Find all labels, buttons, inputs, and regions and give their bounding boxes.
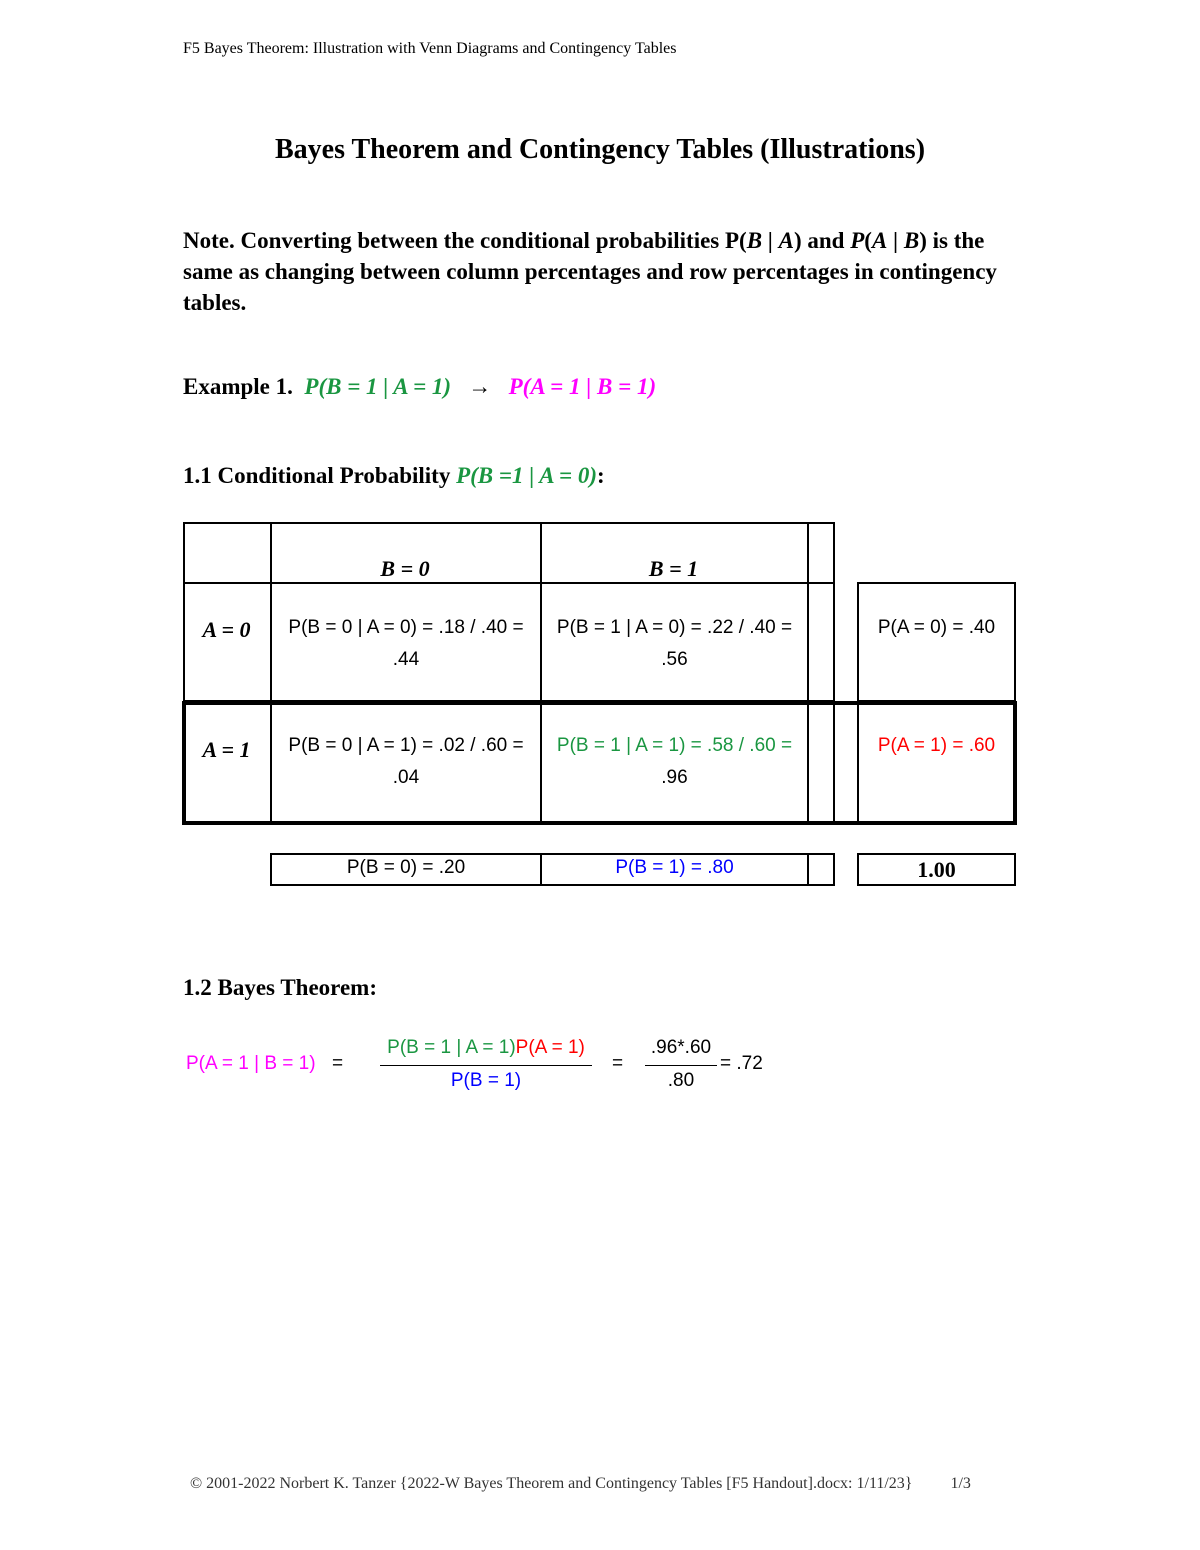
cell-a1-b0-line1: P(B = 0 | A = 1) = .02 / .60 = <box>288 735 524 756</box>
bayes-numeric-denominator: .80 <box>667 1070 695 1091</box>
note-bar2: | <box>887 228 904 253</box>
note-b1: B <box>746 228 763 253</box>
cell-b0-total: P(B = 0) = .20 <box>346 857 466 878</box>
note-text-4: ) is the same as changing between column percentages and row percentages in contingency tables. <box>183 228 997 315</box>
note-text-1: Converting between the conditional probabilities P( <box>234 228 747 253</box>
cell-a0-b1 <box>542 612 807 676</box>
cell-a1-b1-line1: P(B = 1 | A = 1) = .58 / .60 = <box>556 735 793 756</box>
page-footer <box>190 1475 971 1493</box>
bayes-lhs: P(A = 1 | B = 1) <box>186 1053 316 1074</box>
example-1-from: P(B = 1 | A = 1) <box>304 374 452 399</box>
note-a2: A <box>871 228 888 253</box>
cell-a1-total: P(A = 1) = .60 <box>877 735 996 756</box>
row-header-a1: A = 1 <box>202 737 251 762</box>
col-header-b1: B = 1 <box>648 556 699 581</box>
running-header: F5 Bayes Theorem: Illustration with Venn Diagrams and Contingency Tables <box>183 40 677 57</box>
arrow-icon: → <box>468 373 492 399</box>
row-header-a0: A = 0 <box>202 617 251 642</box>
col-header-b0: B = 0 <box>380 556 430 581</box>
cell-a0-b0-line2: .44 <box>392 649 420 670</box>
footer-text: © 2001-2022 Norbert K. Tanzer {2022-W Bayes Theorem and Contingency Tables [F5 Handout].docx: 1/11/23} <box>190 1475 913 1492</box>
example-1-label: Example 1. <box>183 374 293 399</box>
fraction-bar <box>645 1065 717 1066</box>
section-1-1-expr: P(B =1 | A = 0) <box>456 463 598 488</box>
cell-a1-b0-line2: .04 <box>392 767 420 788</box>
cell-a0-b1-line1: P(B = 1 | A = 0) = .22 / .40 = <box>556 617 793 638</box>
bayes-equals-2: = <box>612 1053 624 1074</box>
section-1-1-label: 1.1 Conditional Probability <box>183 463 451 488</box>
note-bar1: | <box>762 228 779 253</box>
table-divider <box>807 853 809 886</box>
page-title: Bayes Theorem and Contingency Tables (Illustrations) <box>274 134 926 165</box>
table-divider <box>183 582 835 584</box>
cell-a0-b1-line2: .56 <box>661 649 688 670</box>
bayes-numerator <box>380 1037 592 1059</box>
grand-total: 1.00 <box>917 857 956 882</box>
cell-a1-b1-line2: .96 <box>661 767 688 788</box>
note-p2: P <box>850 228 865 253</box>
cell-a0-total: P(A = 0) = .40 <box>877 617 996 638</box>
cell-a0-b0-line1: P(B = 0 | A = 0) = .18 / .40 = <box>288 617 524 638</box>
section-1-1-colon: : <box>597 463 605 488</box>
fraction-bar <box>380 1065 592 1066</box>
example-1-to: P(A = 1 | B = 1) <box>508 374 657 399</box>
note-label: Note. <box>183 228 235 253</box>
bayes-numeric-numerator: .96*.60 <box>650 1037 712 1058</box>
example-1-heading <box>183 373 656 400</box>
cell-a0-b0 <box>272 612 540 676</box>
note-text-3: ( <box>864 228 872 253</box>
bayes-denominator: P(B = 1) <box>450 1070 522 1091</box>
section-1-1-heading <box>183 463 605 489</box>
bayes-numerator-likelihood: P(B = 1 | A = 1) <box>387 1037 516 1058</box>
cell-a1-b0 <box>272 730 540 794</box>
note-paragraph <box>183 225 1033 318</box>
note-b2: B <box>903 228 920 253</box>
section-1-2-heading: 1.2 Bayes Theorem: <box>183 975 377 1000</box>
note-a1: A <box>778 228 794 253</box>
bayes-equals-1: = <box>332 1053 344 1074</box>
bayes-result: = .72 <box>720 1053 763 1074</box>
cell-b1-total: P(B = 1) = .80 <box>615 857 734 878</box>
bayes-numerator-prior: P(A = 1) <box>515 1037 585 1058</box>
note-text-2: ) and <box>793 228 851 253</box>
page-number: 1/3 <box>950 1475 971 1492</box>
cell-a1-b1 <box>542 730 807 794</box>
